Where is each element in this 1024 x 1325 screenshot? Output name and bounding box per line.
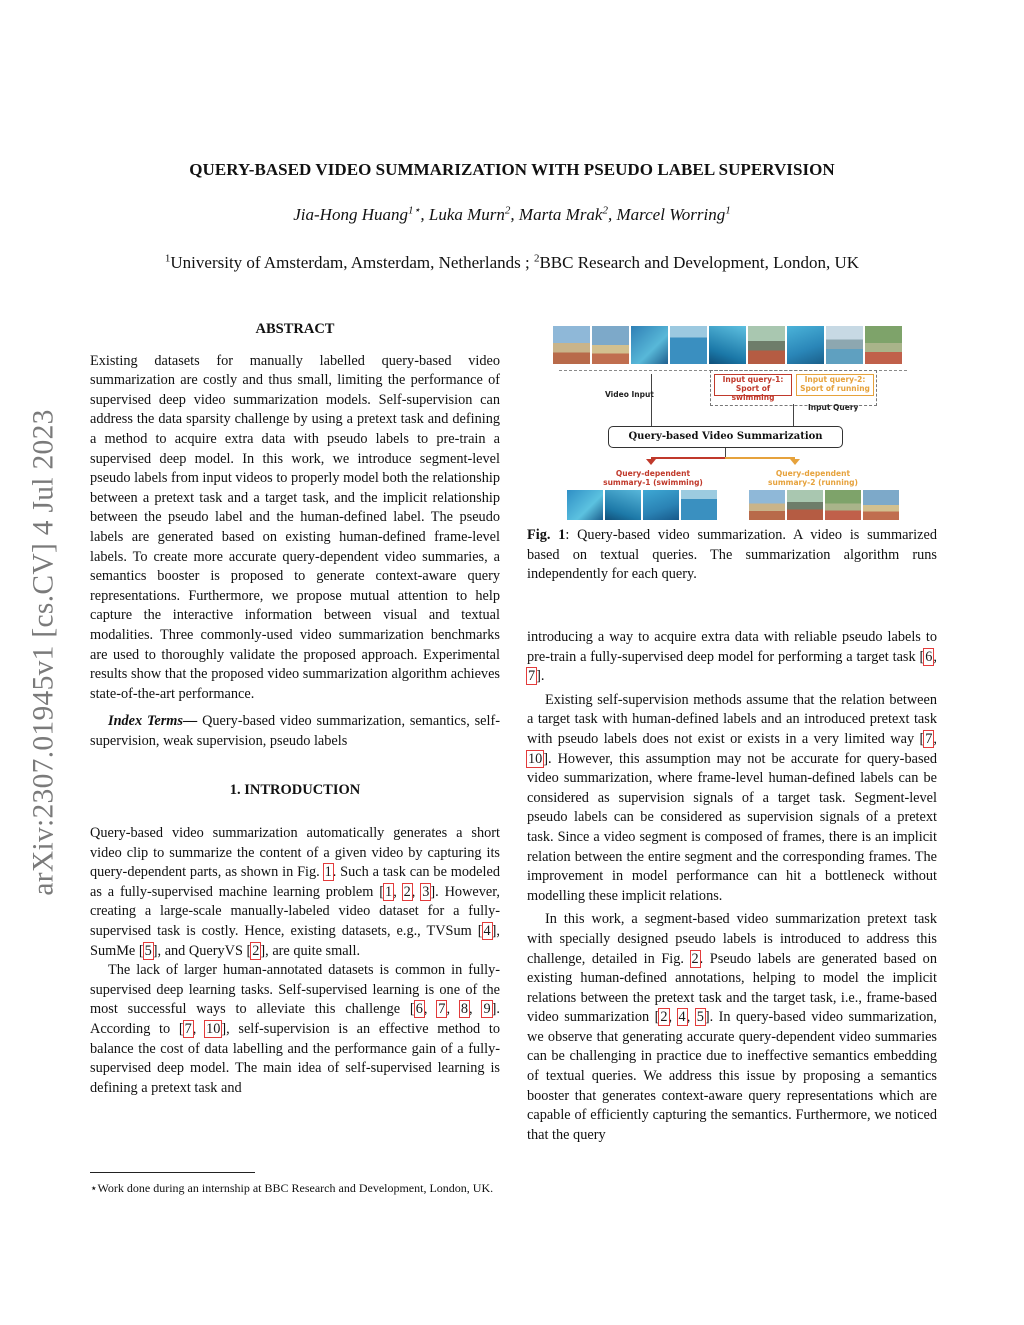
citation-link[interactable]: 3 xyxy=(422,883,430,900)
citation-link[interactable]: 2 xyxy=(660,1009,668,1026)
text-run: ]. However, creating a large-scale manually-labeled video dataset for a fully-supervised task is costly. Hence, existing datasets, e.g., TVSum [ xyxy=(90,883,501,940)
author-list: Jia-Hong Huang$^{1⋆}$, Luka Murn$^2$, Marta Mrak$^2$, Marcel Worring$^1$ xyxy=(293,204,731,224)
index-terms-label: Index Terms— xyxy=(108,713,198,730)
citation-link[interactable]: 7 xyxy=(528,668,536,685)
citation-link[interactable]: 10 xyxy=(528,750,543,767)
video-frame xyxy=(826,326,863,364)
summary-frame xyxy=(681,490,717,520)
text-run: ]. In query-based video summarization, we observe that generating accurate query-dependent video summaries can be challenging in practice due to ineffective semantics embedding of textual queries. We address this issue by proposing a semantics booster that generates context-aware query representations which are capable of efficiently capturing the semantics. Furthermore, we noticed that the query xyxy=(527,1009,937,1143)
input-video-frames xyxy=(553,326,902,364)
summary-1-frames xyxy=(567,490,717,520)
video-frame xyxy=(865,326,902,364)
query-2-line-2: Sport of running xyxy=(800,384,870,393)
caption-label: Fig. 1 xyxy=(527,527,566,543)
intro-heading: 1. INTRODUCTION xyxy=(229,782,361,799)
summary-frame xyxy=(749,490,785,520)
author-affil-mark: 1 xyxy=(725,204,731,217)
text-run: ], self-supervision is an effective method to balance the cost of data labelling and the performance gain of a fully-supervised deep model. The main idea of self-supervised learning is defining a pretext task and xyxy=(90,1021,500,1096)
video-frame xyxy=(592,326,629,364)
citation-link[interactable]: 7 xyxy=(438,1001,446,1018)
qvs-model-box: Query-based Video Summarization xyxy=(608,426,843,448)
video-frame xyxy=(553,326,590,364)
footnote-divider xyxy=(90,1172,255,1173)
query-input-arrow xyxy=(793,404,794,426)
output-1-line-1: Query-dependent xyxy=(615,469,691,478)
author-affil-mark: 2 xyxy=(504,204,511,217)
video-input-label: Video Input xyxy=(605,390,654,399)
output-2-branch xyxy=(725,457,795,459)
citation-link[interactable]: 4 xyxy=(678,1009,686,1026)
index-terms-text: Query-based video summarization, semantics, self-supervision, weak supervision, pseudo labels xyxy=(90,713,500,749)
citation-link[interactable]: 2 xyxy=(252,942,260,959)
text-run: . Such a task can be modeled as a fully-supervised machine learning problem [ xyxy=(90,864,500,900)
input-query-label: Input Query xyxy=(808,403,859,412)
video-frame xyxy=(748,326,785,364)
citation-link[interactable]: 6 xyxy=(925,648,933,665)
intro-paragraph-1: Query-based video summarization automatically generates a short video clip to summarize the content of a given video by capturing its query-dependent parts, as shown in Fig. 1. Such a task can be modeled as a fully-supervised machine learning problem [1, 2, 3]. However, creating a large-scale manually-labeled video dataset for a fully-supervised task is costly. Hence, existing datasets, e.g., TVSum [4], SumMe [5], and QueryVS [2], are quite small. xyxy=(90,825,501,959)
summary-frame xyxy=(787,490,823,520)
text-run: ]. However, this assumption may not be accurate for query-based video summarization, where frame-level human-defined labels can be considered as supervision signals of a target task. Segment-level pseudo labels can be considered as supervision signals of a pretext task. Since a video segment is composed of frames, there is an implicit relation between the entire segment and the corresponding frames. The improvement in model performance can hit a bottleneck without modelling these implicit relations. xyxy=(527,750,937,904)
author-name: Luka Murn xyxy=(428,205,505,224)
figure-1 xyxy=(553,326,913,520)
author-name: Marcel Worring xyxy=(616,205,726,224)
citation-link[interactable]: 2 xyxy=(403,883,411,900)
figure-ref-link[interactable]: 2 xyxy=(691,950,699,967)
citation-link[interactable]: 7 xyxy=(184,1021,192,1037)
text-run: Query-based video summarization automatically generates a short video clip to summarize the content of a given video by capturing its query-dependent parts, as shown in Fig. xyxy=(90,825,500,881)
query-1-box xyxy=(714,374,792,402)
query-2-line-1: Input query-2: xyxy=(804,375,866,384)
query-2-box xyxy=(796,374,874,396)
citation-link[interactable]: 4 xyxy=(483,923,491,940)
model-output-stem xyxy=(725,448,726,457)
affil-text: University of Amsterdam, Amsterdam, Netherlands ; xyxy=(170,253,534,272)
text-run: In this work, a segment-based video summarization pretext task with specially designed pseudo labels is introduced to address this challenge, detailed in Fig. xyxy=(527,911,937,967)
output-1-arrowhead xyxy=(646,459,656,465)
summary-frame xyxy=(567,490,603,520)
output-1-label xyxy=(598,469,708,487)
figure-1-caption xyxy=(527,526,937,585)
video-frame xyxy=(670,326,707,364)
text-run: ], SumMe [ xyxy=(90,923,500,959)
figure-ref-link[interactable]: 1 xyxy=(324,864,332,881)
summary-frame xyxy=(643,490,679,520)
summary-frame xyxy=(825,490,861,520)
affil-text: BBC Research and Development, London, UK xyxy=(539,253,860,272)
text-run: . Pseudo labels are generated based on existing human-defined annotations, helping to model the implicit relations between the pretext task and the target task, i.e., frame-based video summarization [ xyxy=(527,950,937,1026)
text-run: Existing self-supervision methods assume that the relation between a target task with human-defined labels and an introduced pretext task with pseudo labels does not exist or exists in a very limited way [ xyxy=(527,691,937,747)
author-name: Marta Mrak xyxy=(518,205,603,224)
citation-link[interactable]: 1 xyxy=(385,883,393,900)
video-input-arrow xyxy=(651,374,652,426)
text-run: introducing a way to acquire extra data with reliable pseudo labels to pre-train a fully-supervised deep model for performing a target task [ xyxy=(527,629,937,665)
video-frame xyxy=(631,326,668,364)
abstract-heading: ABSTRACT xyxy=(255,321,335,337)
right-paragraph-1: introducing a way to acquire extra data with reliable pseudo labels to pre-train a fully-supervised deep model for performing a target task [6, 7]. xyxy=(527,629,937,685)
output-1-line-2: summary-1 (swimming) xyxy=(603,478,703,487)
output-2-line-2: summary-2 (running) xyxy=(768,478,858,487)
query-1-line-2: Sport of swimming xyxy=(731,384,775,402)
author-affil-mark: 2 xyxy=(602,204,608,217)
citation-link[interactable]: 8 xyxy=(460,1001,469,1018)
video-frame xyxy=(709,326,746,364)
output-2-label xyxy=(758,469,868,487)
intro-paragraph-2: The lack of larger human-annotated datasets is common in fully-supervised deep learning tasks. Self-supervised learning is one of the most successful ways to alleviate this challenge [6, 7, 8, 9]. According to [7, 10], self-supervision is an effective method to balance the cost of data labelling and the performance gain of a fully-supervised deep model. The main idea of self-supervised learning is defining a pretext task and xyxy=(90,962,500,1096)
citation-link[interactable]: 9 xyxy=(483,1001,491,1018)
summary-2-frames xyxy=(749,490,899,520)
citation-link[interactable]: 7 xyxy=(925,730,933,747)
text-run: ], are quite small. xyxy=(260,942,361,959)
affiliations xyxy=(0,253,1024,273)
output-1-branch xyxy=(651,457,725,459)
output-2-line-1: Query-dependent xyxy=(775,469,851,478)
right-column xyxy=(527,628,937,1145)
affil-mark: 1 xyxy=(164,252,171,265)
right-paragraph-2: Existing self-supervision methods assume that the relation between a target task with human-defined labels and an introduced pretext task with pseudo labels does not exist or exists in a very limited way [7, 10]. However, this assumption may not be accurate for query-based video summarization, where frame-level human-defined labels can be considered as supervision signals of a target task. Segment-level pseudo labels can be considered as supervision signals of a pretext task. Since a video segment is composed of frames, there is an implicit relation between the entire segment and the corresponding frames. The improvement in model performance can hit a bottleneck without modelling these implicit relations. xyxy=(527,691,937,904)
query-1-line-1: Input query-1: xyxy=(722,375,784,384)
summary-frame xyxy=(605,490,641,520)
text-run: ]. According to [ xyxy=(90,1001,500,1037)
citation-link[interactable]: 5 xyxy=(144,942,152,959)
video-frame xyxy=(787,326,824,364)
output-2-arrowhead xyxy=(790,459,800,465)
affil-mark: 2 xyxy=(533,252,540,265)
left-column xyxy=(90,320,500,1098)
text-run: ]. xyxy=(536,668,545,685)
index-terms xyxy=(90,712,500,751)
paper-title: QUERY-BASED VIDEO SUMMARIZATION WITH PSEUDO LABEL SUPERVISION xyxy=(189,160,835,179)
right-paragraph-3: In this work, a segment-based video summarization pretext task with specially designed pseudo labels is introduced to address this challenge, detailed in Fig. 2. Pseudo labels are generated based on existing human-defined annotations, helping to model the implicit relations between the pretext task and the target task, i.e., frame-based video summarization [2, 4, 5]. In query-based video summarization, we observe that generating accurate query-dependent video summaries can be challenging in practice due to ineffective semantics embedding of textual queries. We address this issue by proposing a semantics booster that generates context-aware query representations which are capable of efficiently capturing the semantics. Furthermore, we noticed that the query xyxy=(527,911,937,1143)
text-run: ], and QueryVS [ xyxy=(152,942,252,959)
author-name: Jia-Hong Huang xyxy=(293,205,408,224)
footnote: ⋆Work done during an internship at BBC Research and Development, London, UK. xyxy=(90,1181,494,1195)
citation-link[interactable]: 5 xyxy=(696,1009,704,1026)
citation-link[interactable]: 6 xyxy=(415,1001,423,1018)
citation-link[interactable]: 10 xyxy=(206,1021,221,1037)
abstract-text: Existing datasets for manually labelled query-based video summarization are costly and thus small, limiting the performance of supervised deep video summarization models. Self-supervision can address the data sparsity challenge by using a pretext task and defining a method to acquire extra data with pseudo labels to pre-train a supervised deep model. In this work, we introduce segment-level pseudo labels from input videos to properly model both the relationship between a pretext task and a target task, and the implicit relationship between the pseudo label and the human-defined label. The pseudo labels are generated based on existing human-defined frame-level labels. To create more accurate query-dependent video summaries, a semantics booster is proposed to generate context-aware query representations. Furthermore, we propose mutual attention to help capture the interactive information between visual and textual modalities. Three commonly-used video summarization benchmarks are used to thoroughly validate the proposed approach. Experimental results show that the proposed video summarization algorithm achieves state-of-the-art performance. xyxy=(90,352,500,702)
caption-text: : Query-based video summarization. A video is summarized based on textual queries. The summarization algorithm runs independently for each query. xyxy=(527,527,937,583)
text-run: The lack of larger human-annotated datasets is common in fully-supervised deep learning tasks. Self-supervised learning is one of the most successful ways to alleviate this challenge [ xyxy=(90,962,500,1018)
arxiv-stamp-text: arXiv:2307.01945v1 [cs.CV] 4 Jul 2023 xyxy=(27,409,60,896)
summary-frame xyxy=(863,490,899,520)
arxiv-stamp[interactable] xyxy=(26,375,62,930)
author-affil-mark: 1⋆ xyxy=(407,204,421,217)
